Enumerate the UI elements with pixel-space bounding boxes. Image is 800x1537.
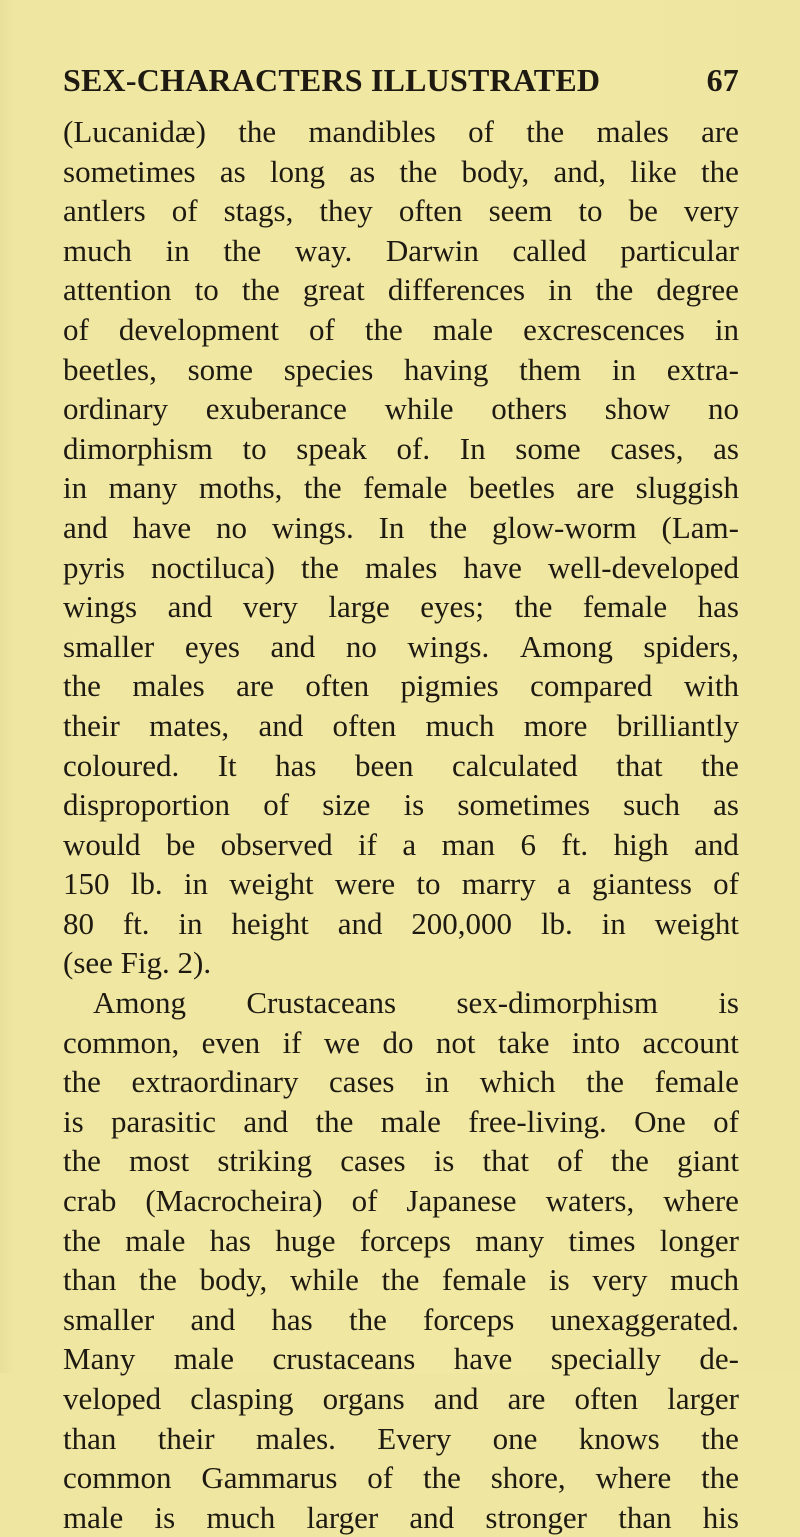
text-line: wings and very large eyes; the female has [63, 589, 739, 625]
text-line: of development of the male excrescences in [63, 311, 739, 347]
text-line: crab (Macrocheira) of Japanese waters, where [63, 1183, 739, 1219]
text-line: common, even if we do not take into account [63, 1024, 739, 1060]
text-line: much in the way. Darwin called particular [63, 232, 739, 268]
text-line: is parasitic and the male free-living. One of [63, 1103, 739, 1139]
text-line: than their males. Every one knows the [63, 1420, 739, 1456]
text-line: Many male crustaceans have specially de- [63, 1341, 739, 1377]
text-line: pyris noctiluca) the males have well-developed [63, 549, 739, 585]
text-line: sometimes as long as the body, and, like the [63, 153, 739, 189]
running-head [63, 60, 739, 100]
text-line: smaller eyes and no wings. Among spiders, [63, 628, 739, 664]
text-line: beetles, some species having them in extra- [63, 351, 739, 387]
text-line: dimorphism to speak of. In some cases, as [63, 430, 739, 466]
text-line: disproportion of size is sometimes such as [63, 787, 739, 823]
text-line: veloped clasping organs and are often larger [63, 1381, 739, 1416]
text-line: than the body, while the female is very much [63, 1262, 739, 1298]
text-line: (Lucanidæ) the mandibles of the males are [63, 114, 739, 149]
text-line: Among Crustaceans sex-dimorphism is [93, 985, 739, 1021]
text-line: the male has huge forceps many times longer [63, 1222, 739, 1258]
text-line: male is much larger and stronger than his [63, 1499, 739, 1535]
text-line: the most striking cases is that of the giant [63, 1143, 739, 1179]
text-line: ordinary exuberance while others show no [63, 391, 739, 427]
text-line: the males are often pigmies compared with [63, 668, 739, 704]
text-line: attention to the great differences in the degree [63, 272, 739, 308]
text-line: would be observed if a man 6 ft. high and [63, 826, 739, 862]
text-line: coloured. It has been calculated that the [63, 747, 739, 783]
text-line: 150 lb. in weight were to marry a giantess of [63, 866, 739, 902]
page-number: 67 [706, 61, 739, 98]
text-line: common Gammarus of the shore, where the [63, 1460, 739, 1496]
text-line: 80 ft. in height and 200,000 lb. in weight [63, 905, 739, 941]
running-title: SEX-CHARACTERS ILLUSTRATED [63, 61, 601, 98]
text-line: in many moths, the female beetles are sluggish [63, 470, 739, 506]
text-line: antlers of stags, they often seem to be very [63, 193, 739, 229]
text-line: smaller and has the forceps unexaggerated. [63, 1301, 739, 1337]
text-line: and have no wings. In the glow-worm (Lam- [63, 509, 739, 545]
text-line: the extraordinary cases in which the female [63, 1064, 739, 1100]
body-text [63, 112, 739, 1537]
text-line: (see Fig. 2). [63, 945, 212, 981]
text-line: their mates, and often much more brilliantly [63, 707, 739, 743]
